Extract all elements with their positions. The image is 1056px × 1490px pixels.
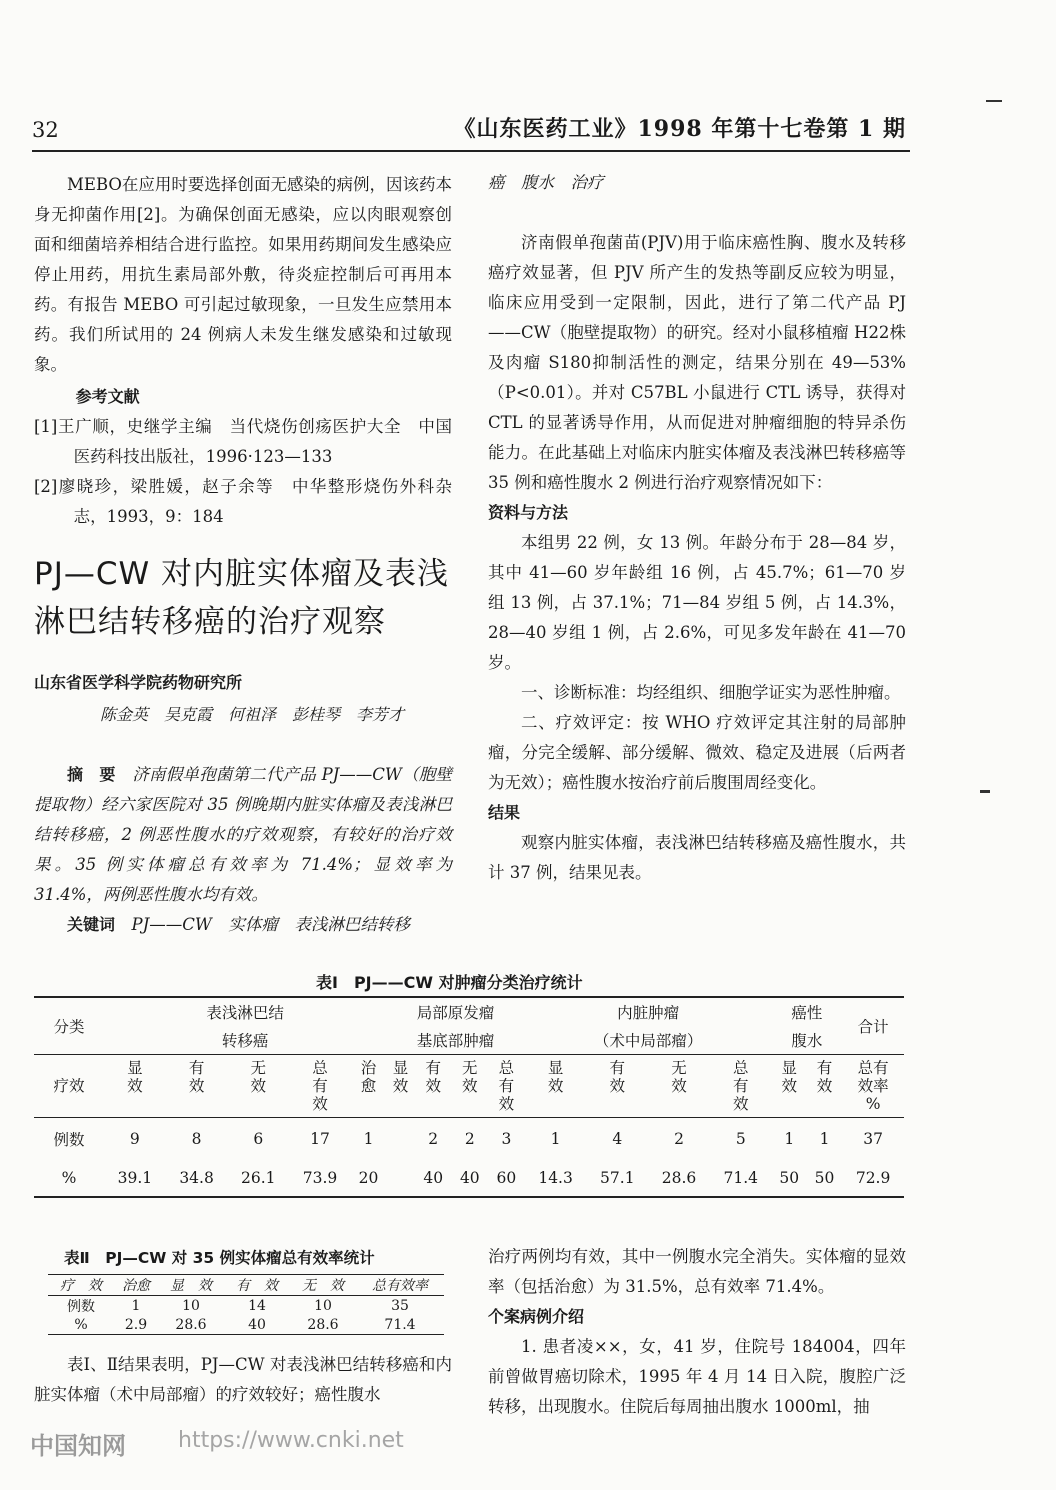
table2-cell: % xyxy=(74,1317,88,1333)
table2-cell: 总有效率 xyxy=(372,1278,428,1294)
keywords-text: PJ——CW 实体瘤 表浅淋巴结转移 xyxy=(131,915,410,934)
right-bottom xyxy=(488,1242,906,1422)
table1-subheader: 显 效 xyxy=(547,1059,564,1095)
table1-subheader: 有 效 xyxy=(188,1059,205,1095)
table2-cell: 71.4 xyxy=(384,1317,416,1333)
margin-mark xyxy=(986,100,1002,102)
table1-count-cell: 1 xyxy=(550,1130,561,1148)
table1-group2-bottom: 基底部肿瘤 xyxy=(416,1032,495,1050)
table2-cell: 40 xyxy=(248,1317,266,1333)
table1-subheader: 总 有 效 xyxy=(312,1059,328,1113)
table1-percent-cell: 40 xyxy=(423,1169,444,1187)
table1-group2-top: 局部原发瘤 xyxy=(416,1004,495,1022)
journal-header: 《山东医药工业》1998 年第十七卷第 1 期 xyxy=(453,116,906,142)
diagnosis-criteria: 一、诊断标准：均经组织、细胞学证实为恶性肿瘤。 xyxy=(521,683,901,702)
table1-percent-cell: 50 xyxy=(814,1169,835,1187)
table1-count-cell: 1 xyxy=(363,1130,374,1148)
article-title: PJ—CW 对内脏实体瘤及表浅淋巴结转移癌的治疗观察 xyxy=(34,556,449,640)
case-title: 个案病例介绍 xyxy=(488,1307,585,1326)
margin-mark xyxy=(980,790,990,793)
right-column xyxy=(488,168,906,888)
table1-subheader: 显 效 xyxy=(392,1059,409,1095)
header-rule xyxy=(32,150,910,152)
table-conclusion-text: 表Ⅰ、Ⅱ结果表明，PJ—CW 对表浅淋巴结转移癌和内脏实体瘤（术中局部瘤）的疗效较好；癌性腹水 xyxy=(34,1355,452,1404)
table1-caption: 表Ⅰ PJ——CW 对肿瘤分类治疗统计 xyxy=(316,973,583,992)
table1-percent-cell: 26.1 xyxy=(241,1169,276,1187)
table1-subheader: 有 效 xyxy=(425,1059,441,1095)
methods-paragraph: 本组男 22 例，女 13 例。年龄分布于 28—84 岁，其中 41—60 岁年龄组 16 例，占 45.7%；61—70 岁组 13 例，占 37.1%；71—84 岁组 5 例，占 14.3%，28—40 岁组 1 例，占 2.6%，可见多发年龄在 41—70 岁。 xyxy=(488,533,906,672)
table1-subheader: 总 有 效 xyxy=(732,1059,749,1113)
table1-percent-cell: 14.3 xyxy=(538,1169,573,1187)
table1-group4-bottom: 腹水 xyxy=(791,1032,823,1050)
references-title: 参考文献 xyxy=(75,387,140,406)
table1-count-cell: 9 xyxy=(129,1130,140,1148)
methods-title: 资料与方法 xyxy=(488,503,569,522)
table1-percent-cell: 71.4 xyxy=(723,1169,758,1187)
table2 xyxy=(48,1274,444,1335)
table1-subheader: 显 效 xyxy=(781,1059,797,1095)
institution: 山东省医学科学院药物研究所 xyxy=(34,673,243,692)
table1-percent-cell: 60 xyxy=(496,1169,517,1187)
table2-caption: 表Ⅱ PJ—CW 对 35 例实体瘤总有效率统计 xyxy=(64,1249,375,1267)
results-paragraph: 观察内脏实体瘤，表浅淋巴结转移癌及癌性腹水，共计 37 例，结果见表。 xyxy=(488,833,906,882)
table1-count-cell: 4 xyxy=(612,1130,623,1148)
mebo-paragraph: MEBO在应用时要选择创面无感染的病例，因该药本身无抑菌作用[2]。为确保创面无感染，应以肉眼观察创面和细菌培养相结合进行监控。如果用药期间发生感染应停止用药，用抗生素局部外敷，待炎症控制后可再用本药。有报告 MEBO 可引起过敏现象，一旦发生应禁用本药。我们所试用的 24 例病人未发生继发感染和过敏现象。 xyxy=(34,175,452,374)
table1-subheader: 总有 效率 % xyxy=(857,1059,889,1113)
reference-2: [2]廖晓珍，梁胜媛，赵子余等 中华整形烧伤外科杂志，1993，9：184 xyxy=(34,477,452,526)
table1-percent-cell: 73.9 xyxy=(302,1169,338,1187)
table2-cell: 显 效 xyxy=(170,1278,212,1294)
table2-cell: 14 xyxy=(248,1298,266,1314)
table1-subheader: 无 效 xyxy=(462,1059,478,1095)
table1-subheader: 有 效 xyxy=(609,1059,626,1095)
table1-count-cell: 17 xyxy=(310,1130,330,1148)
table1 xyxy=(34,996,904,1198)
table1-count-cell: 1 xyxy=(819,1130,830,1148)
table1-count-cell: 1 xyxy=(784,1130,795,1148)
table1-count-cell: 2 xyxy=(428,1130,439,1148)
table1-count-cell: 8 xyxy=(191,1130,202,1148)
abstract-text: 济南假单孢菌第二代产品 PJ——CW（胞壁提取物）经六家医院对 35 例晚期内脏实体瘤及表浅淋巴结转移癌，2 例恶性腹水的疗效观察，有较好的治疗效果。35 例实体瘤总有效率为 71.4%；显效率为 31.4%，两例恶性腹水均有效。 xyxy=(34,765,452,904)
table1-percent-label: % xyxy=(61,1169,77,1187)
table1-group3-bottom: （术中局部瘤） xyxy=(593,1032,703,1050)
cnki-watermark-url[interactable]: https://www.cnki.net xyxy=(178,1428,404,1453)
table1-subheader: 治 愈 xyxy=(360,1059,377,1095)
table1-subheader: 无 效 xyxy=(671,1059,687,1095)
table1-count-label: 例数 xyxy=(53,1131,85,1149)
table1-group1-top: 表浅淋巴结 xyxy=(206,1004,284,1022)
table1-percent-cell: 57.1 xyxy=(600,1169,635,1187)
table1-count-cell: 3 xyxy=(501,1130,512,1148)
table1-count-cell: 2 xyxy=(674,1130,684,1148)
table1-percent-cell xyxy=(386,1160,415,1197)
reference-1: [1]王广顺，史继学主编 当代烧伤创疡医护大全 中国医药科技出版社，1996·123—133 xyxy=(34,417,452,466)
table1-count-cell: 5 xyxy=(735,1130,746,1148)
table2-cell: 28.6 xyxy=(175,1317,207,1333)
table2-cell: 1 xyxy=(131,1298,141,1314)
table-conclusion xyxy=(34,1350,452,1410)
case-1: 1. 患者凌××，女，41 岁，住院号 184004，四年前曾做胃癌切除术，1995 年 4 月 14 日入院，腹腔广泛转移，出现腹水。住院后每周抽出腹水 1000ml，抽 xyxy=(488,1337,906,1416)
ascites-result: 治疗两例均有效，其中一例腹水完全消失。实体瘤的显效率（包括治愈）为 31.5%，总有效率 71.4%。 xyxy=(488,1247,906,1296)
table1-head-category: 分类 xyxy=(53,1018,85,1036)
table1-subheader: 无 效 xyxy=(250,1059,267,1095)
table2-cell: 10 xyxy=(182,1298,200,1314)
table1-percent-cell: 39.1 xyxy=(117,1169,153,1187)
table2-cell: 例数 xyxy=(67,1299,95,1315)
table1-subheader: 总 有 效 xyxy=(498,1059,515,1113)
table1-percent-cell: 34.8 xyxy=(179,1169,214,1187)
left-column-top xyxy=(34,170,452,532)
table1-group1-bottom: 转移癌 xyxy=(221,1032,269,1050)
table2-cell: 10 xyxy=(314,1298,332,1314)
table1-efficacy-label: 疗效 xyxy=(53,1077,85,1095)
table2-cell: 2.9 xyxy=(124,1317,148,1333)
table2-cell: 有 效 xyxy=(236,1278,278,1294)
table2-cell: 35 xyxy=(391,1298,409,1314)
table1-head-total: 合计 xyxy=(857,1018,889,1036)
table1-count-cell xyxy=(386,1118,415,1161)
cnki-watermark-logo: 中国知网 xyxy=(30,1432,126,1460)
table1-percent-cell: 50 xyxy=(779,1169,800,1187)
keywords-label: 关键词 xyxy=(67,915,116,934)
table1-percent-cell: 72.9 xyxy=(855,1169,891,1187)
table1-subheader: 显 效 xyxy=(127,1059,143,1095)
table1-group3-top: 内脏肿瘤 xyxy=(617,1004,680,1022)
table1-count-cell: 37 xyxy=(863,1130,883,1148)
abstract-label: 摘 要 xyxy=(67,765,116,784)
table1-percent-cell: 40 xyxy=(459,1169,480,1187)
table1-count-cell: 2 xyxy=(464,1130,475,1148)
efficacy-evaluation: 二、疗效评定：按 WHO 疗效评定其注射的局部肿瘤，分完全缓解、部分缓解、微效、稳定及进展（后两者为无效）；癌性腹水按治疗前后腹围周经变化。 xyxy=(488,713,906,792)
authors: 陈金英 吴克霞 何祖泽 彭桂琴 李芳才 xyxy=(100,705,405,724)
table1-percent-cell: 20 xyxy=(358,1169,379,1187)
table2-cell: 疗 效 xyxy=(60,1278,102,1294)
table2-cell: 无 效 xyxy=(302,1278,344,1294)
table1-count-cell: 6 xyxy=(253,1130,264,1148)
intro-paragraph: 济南假单孢菌苗(PJV)用于临床癌性胸、腹水及转移癌疗效显著，但 PJV 所产生的发热等副反应较为明显，临床应用受到一定限制，因此，进行了第二代产品 PJ——CW（胞壁提取物）的研究。经对小鼠移植瘤 H22株及肉瘤 S180抑制活性的测定，结果分别在 49—53%（P<0.01）。并对 C57BL 小鼠进行 CTL 诱导，获得对 CTL 的显著诱导作用，从而促进对肿瘤细胞的特异杀伤能力。在此基础上对临床内脏实体瘤及表浅淋巴转移癌等 35 例和癌性腹水 2 例进行治疗观察情况如下： xyxy=(488,233,906,492)
keywords-continued: 癌 腹水 治疗 xyxy=(488,173,604,192)
results-title: 结果 xyxy=(488,803,521,822)
table1-percent-cell: 28.6 xyxy=(661,1169,697,1187)
table1-subheader: 有 效 xyxy=(816,1059,833,1095)
table2-cell: 28.6 xyxy=(307,1317,339,1333)
table1-group4-top: 癌性 xyxy=(791,1004,823,1022)
page-number: 32 xyxy=(32,118,59,142)
abstract-block xyxy=(34,760,452,940)
table2-cell: 治愈 xyxy=(122,1278,150,1294)
